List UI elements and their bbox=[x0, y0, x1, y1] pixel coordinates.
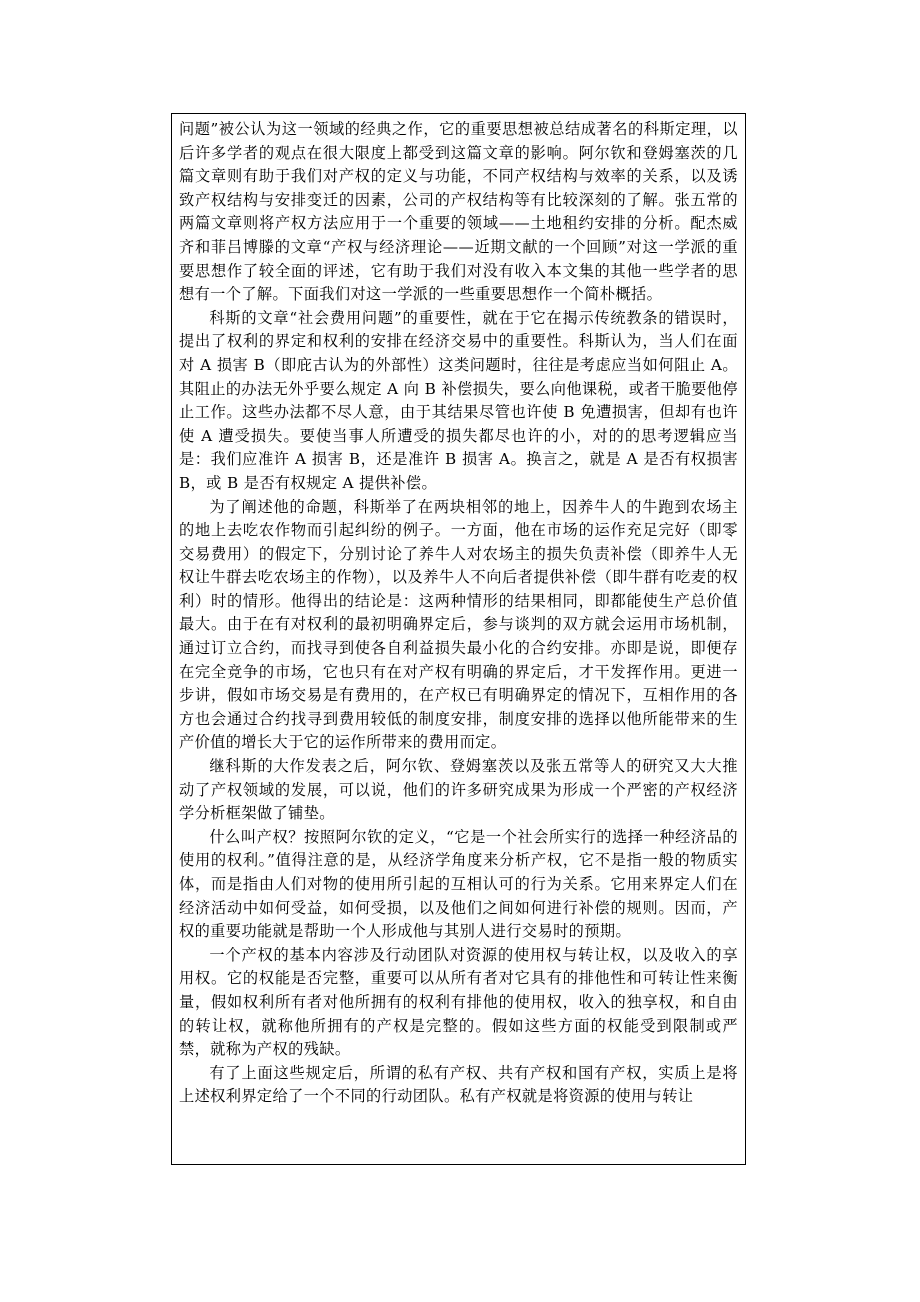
paragraph-6: 一个产权的基本内容涉及行动团队对资源的使用权与转让权，以及收入的享用权。它的权能是否完整，重要可以从所有者对它具有的排他性和可转让性来衡量，假如权利所有者对他所拥有的权利有排他的使用权，收入的独享权，和自由的转让权，就称他所拥有的产权是完整的。假如这些方面的权能受到限制或严禁，就称为产权的残缺。 bbox=[179, 945, 738, 1059]
document-frame bbox=[171, 113, 746, 1165]
paragraph-2: 科斯的文章“社会费用问题”的重要性，就在于它在揭示传统教条的错误时，提出了权利的界定和权利的安排在经济交易中的重要性。科斯认为，当人们在面对 A 损害 B（即庇古认为的外部性）这类问题时，往往是考虑应当如何阻止 A。其阻止的办法无外乎要么规定 A 向 B 补偿损失，要么向他课税，或者干脆要他停止工作。这些办法都不尽人意，由于其结果尽管也许使 B 免遭损害，但却有也许使 A 遭受损失。要使当事人所遭受的损失都尽也许的小，对的的思考逻辑应当是：我们应准许 A 损害 B，还是准许 B 损害 A。换言之，就是 A 是否有权损害 B，或 B 是否有权规定 A 提供补偿。 bbox=[179, 308, 738, 492]
paragraph-3: 为了阐述他的命题，科斯举了在两块相邻的地上，因养牛人的牛跑到农场主的地上去吃农作物而引起纠纷的例子。一方面，他在市场的运作充足完好（即零交易费用）的假定下，分别讨论了养牛人对农场主的损失负责补偿（即养牛人无权让牛群去吃农场主的作物），以及养牛人不向后者提供补偿（即牛群有吃麦的权利）时的情形。他得出的结论是：这两种情形的结果相同，即都能使生产总价值最大。由于在有对权利的最初明确界定后，参与谈判的双方就会运用市场机制，通过订立合约，而找寻到使各自利益损失最小化的合约安排。亦即是说，即便存在完全竞争的市场，它也只有在对产权有明确的界定后，才干发挥作用。更进一步讲，假如市场交易是有费用的，在产权已有明确界定的情况下，互相作用的各方也会通过合约找寻到费用较低的制度安排，制度安排的选择以他所能带来的生产价值的增长大于它的运作所带来的费用而定。 bbox=[179, 497, 738, 752]
paragraph-7: 有了上面这些规定后，所谓的私有产权、共有产权和国有产权，实质上是将上述权利界定给了一个不同的行动团队。私有产权就是将资源的使用与转让 bbox=[179, 1063, 738, 1106]
document-body bbox=[172, 114, 745, 1109]
paragraph-4: 继科斯的大作发表之后，阿尔钦、登姆塞茨以及张五常等人的研究又大大推动了产权领域的发展，可以说，他们的许多研究成果为形成一个严密的产权经济学分析框架做了铺垫。 bbox=[179, 757, 738, 823]
paragraph-5: 什么叫产权？按照阿尔钦的定义，“它是一个社会所实行的选择一种经济品的使用的权利。”值得注意的是，从经济学角度来分析产权，它不是指一般的物质实体，而是指由人们对物的使用所引起的互相认可的行为关系。它用来界定人们在经济活动中如何受益，如何受损，以及他们之间如何进行补偿的规则。因而，产权的重要功能就是帮助一个人形成他与其别人进行交易时的预期。 bbox=[179, 827, 738, 941]
paragraph-1: 问题”被公认为这一领域的经典之作，它的重要思想被总结成著名的科斯定理，以后许多学者的观点在很大限度上都受到这篇文章的影响。阿尔钦和登姆塞茨的几篇文章则有助于我们对产权的定义与功能，不同产权结构与效率的关系，以及诱致产权结构与安排变迁的因素，公司的产权结构等有比较深刻的了解。张五常的两篇文章则将产权方法应用于一个重要的领域——土地租约安排的分析。配杰威齐和菲吕博滕的文章“产权与经济理论——近期文献的一个回顾”对这一学派的重要思想作了较全面的评述，它有助于我们对没有收入本文集的其他一些学者的思想有一个了解。下面我们对这一学派的一些重要思想作一个简朴概括。 bbox=[179, 120, 738, 304]
